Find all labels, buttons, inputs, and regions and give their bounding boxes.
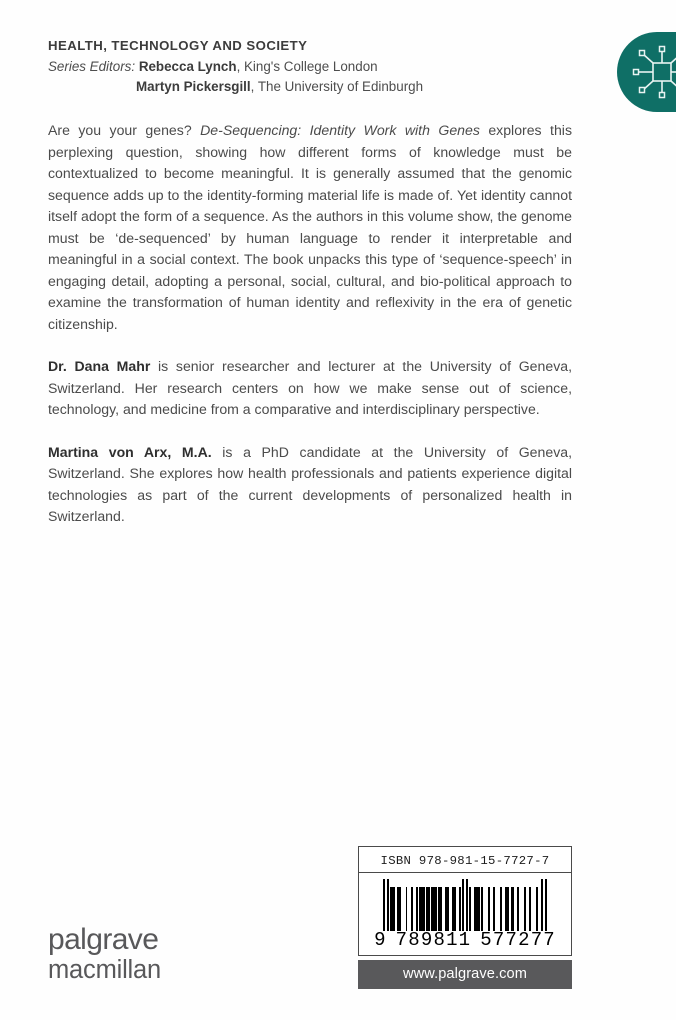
ean-lead-digit: 9	[374, 929, 387, 951]
publisher-name-top: palgrave	[48, 923, 159, 956]
book-title: De-Sequencing: Identity Work with Genes	[200, 122, 480, 139]
ean-digits	[367, 929, 563, 953]
publisher-url-bar[interactable]	[358, 960, 572, 989]
ean-barcode-box	[358, 872, 572, 956]
author-name-1: Dr. Dana Mahr	[48, 358, 151, 375]
series-editor-affiliation-1: , King's College London	[236, 59, 378, 75]
series-editor-affiliation-2: , The University of Edinburgh	[250, 78, 424, 94]
series-editor-name-1: Rebecca Lynch	[138, 59, 237, 75]
author-bio-text-2: is a PhD candidate at the University of Geneva, Switzerland. She explores how health professionals and patients experience digital technologies as part of the current developments of personalized health in Switzerland.	[48, 443, 572, 525]
author-name-2: Martina von Arx, M.A.	[48, 443, 212, 460]
author-bio-2	[48, 442, 572, 528]
publisher-logo	[48, 925, 161, 983]
author-bio-1	[48, 356, 572, 420]
series-editor-row-1	[48, 57, 572, 77]
author-bio-text-1: is senior researcher and lecturer at the University of Geneva, Switzerland. Her research centers on how we make sense out of science, technology, and medicine from a comparative and interdisciplinary perspective.	[48, 358, 572, 418]
isbn-text: ISBN 978-981-15-7727-7	[380, 854, 550, 868]
cover-content	[48, 37, 572, 528]
description-part-2: explores this perplexing question, showing how different forms of knowledge must be contextualized to become meaningful. It is generally assumed that the genomic sequence adds up to the identity-forming material life is made of. Yet identity cannot itself adopt the form of a sequence. As the authors in this volume show, the genome must be ‘de-sequenced’ by human language to render it interpretable and meaningful in a social context. The book unpacks this type of ‘sequence-speech’ in engaging detail, adopting a personal, social, cultural, and bio-political approach to examine the transformation of human identity and reflexivity in the era of genetic citizenship.	[48, 122, 572, 332]
isbn-box	[358, 846, 572, 872]
publisher-name-bottom: macmillan	[48, 955, 161, 984]
ean-group-1: 789811	[395, 929, 472, 951]
network-nodes-icon	[631, 44, 676, 100]
publisher-url: www.palgrave.com	[402, 966, 528, 982]
series-editors-label: Series Editors:	[48, 59, 136, 75]
book-description	[48, 120, 572, 335]
series-title: HEALTH, TECHNOLOGY AND SOCIETY	[48, 38, 308, 53]
series-brand-badge	[617, 32, 676, 112]
barcode-bars	[367, 879, 563, 931]
description-part-1: Are you your genes?	[48, 122, 201, 139]
ean-group-2: 577277	[480, 929, 556, 951]
barcode-block	[358, 846, 572, 989]
series-editor-row-2	[48, 77, 572, 97]
series-editor-name-2: Martyn Pickersgill	[136, 78, 251, 94]
